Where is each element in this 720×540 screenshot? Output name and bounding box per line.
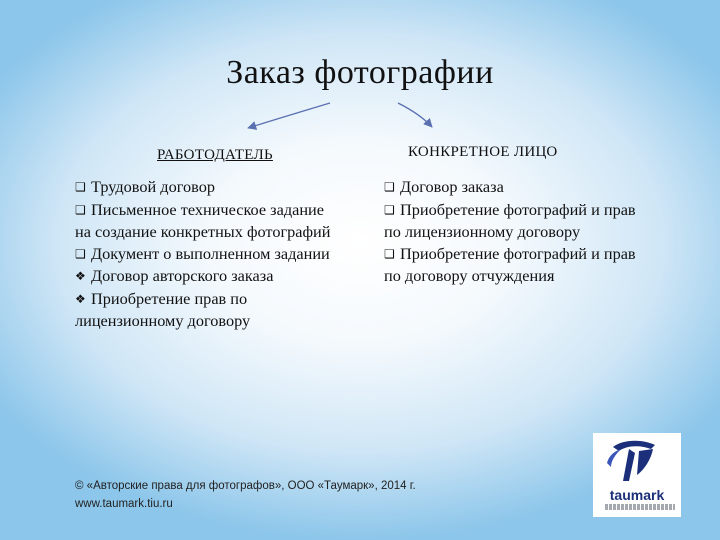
- slide-title: Заказ фотографии: [226, 54, 494, 91]
- square-bullet-icon: ❑: [75, 180, 86, 194]
- list-item-text: лицензионному договору: [75, 311, 251, 330]
- list-item: [75, 199, 375, 243]
- list-item: [384, 199, 684, 243]
- list-item: [75, 288, 375, 332]
- square-bullet-icon: ❑: [75, 202, 86, 217]
- list-item: [384, 243, 684, 287]
- list-item-text: Приобретение фотографий и прав: [400, 243, 636, 263]
- copyright-text: © «Авторские права для фотографов», ООО «Таумарк», 2014 г.: [75, 480, 416, 492]
- list-item-text: Приобретение прав по: [91, 288, 248, 308]
- person-list: [384, 176, 684, 287]
- square-bullet-icon: ❑: [384, 180, 395, 194]
- square-bullet-icon: ❑: [384, 246, 395, 261]
- list-item-text: Договор авторского заказа: [91, 266, 274, 285]
- diamond-bullet-icon: ❖: [75, 291, 86, 306]
- list-item: [75, 265, 375, 288]
- footer: [75, 477, 495, 513]
- logo-tagline-mark: [605, 504, 675, 510]
- list-item: [384, 176, 684, 199]
- person-heading: КОНКРЕТНОЕ ЛИЦО: [408, 144, 558, 160]
- list-item: [75, 243, 375, 266]
- arrow-left: [248, 103, 330, 128]
- list-item-text: Трудовой договор: [91, 177, 215, 196]
- employer-list: [75, 176, 375, 332]
- list-item-text: Договор заказа: [400, 177, 504, 196]
- list-item-text: Письменное техническое задание: [91, 199, 324, 219]
- arrow-right: [398, 103, 432, 127]
- list-item-text: Документ о выполненном задании: [91, 243, 330, 263]
- logo-wordmark: taumark: [609, 487, 665, 503]
- list-item-text: по договору отчуждения: [384, 266, 555, 285]
- square-bullet-icon: ❑: [384, 202, 395, 217]
- list-item-text: Приобретение фотографий и прав: [400, 199, 636, 219]
- list-item-text: на создание конкретных фотографий: [75, 222, 331, 241]
- employer-heading: РАБОТОДАТЕЛЬ: [157, 147, 273, 163]
- footer-url: www.taumark.tiu.ru: [75, 498, 173, 510]
- taumark-logo: [593, 433, 681, 517]
- square-bullet-icon: ❑: [75, 246, 86, 261]
- list-item-text: по лицензионному договору: [384, 222, 581, 241]
- diamond-bullet-icon: ❖: [75, 269, 86, 283]
- list-item: [75, 176, 375, 199]
- logo-mark-icon: [593, 433, 681, 489]
